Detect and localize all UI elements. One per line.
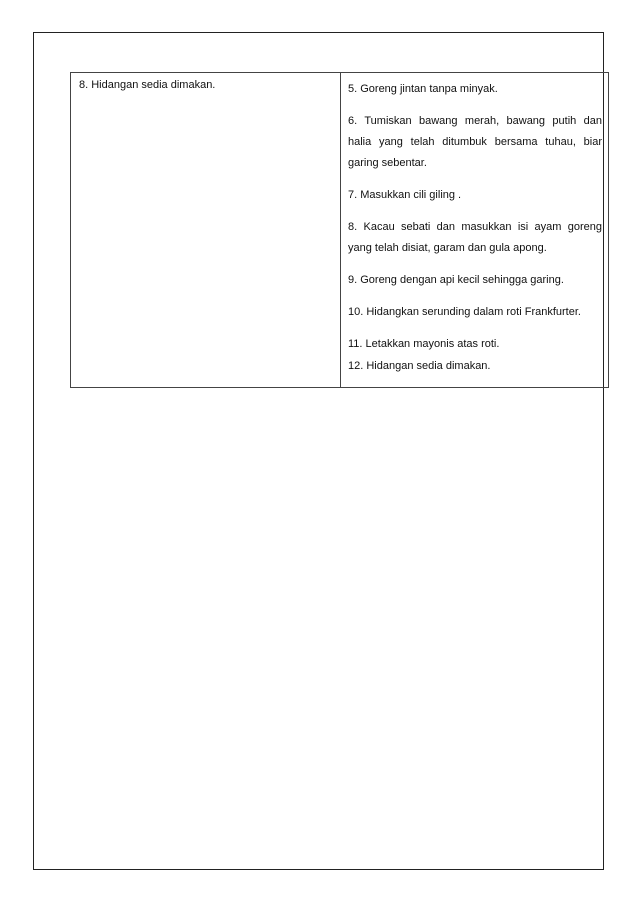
step-item: 5. Goreng jintan tanpa minyak. [348,83,498,95]
step-item: 7. Masukkan cili giling . [348,189,462,201]
step-item: 12. Hidangan sedia dimakan. [348,360,491,372]
table-row [71,73,609,388]
step-item: 9. Goreng dengan api kecil sehingga garing. [348,274,564,286]
step-item: 8. Hidangan sedia dimakan. [79,79,216,91]
right-column-cell [341,73,609,388]
step-item: 11. Letakkan mayonis atas roti. [348,338,500,350]
step-item: 8. Kacau sebati dan masukkan isi ayam goreng yang telah disiat, garam dan gula apong. [348,221,602,254]
recipe-steps-table [70,72,609,388]
left-column-cell [71,73,341,388]
step-item: 10. Hidangkan serunding dalam roti Frankfurter. [348,306,581,318]
step-item: 6. Tumiskan bawang merah, bawang putih dan halia yang telah ditumbuk bersama tuhau, biar garing sebentar. [348,115,602,169]
